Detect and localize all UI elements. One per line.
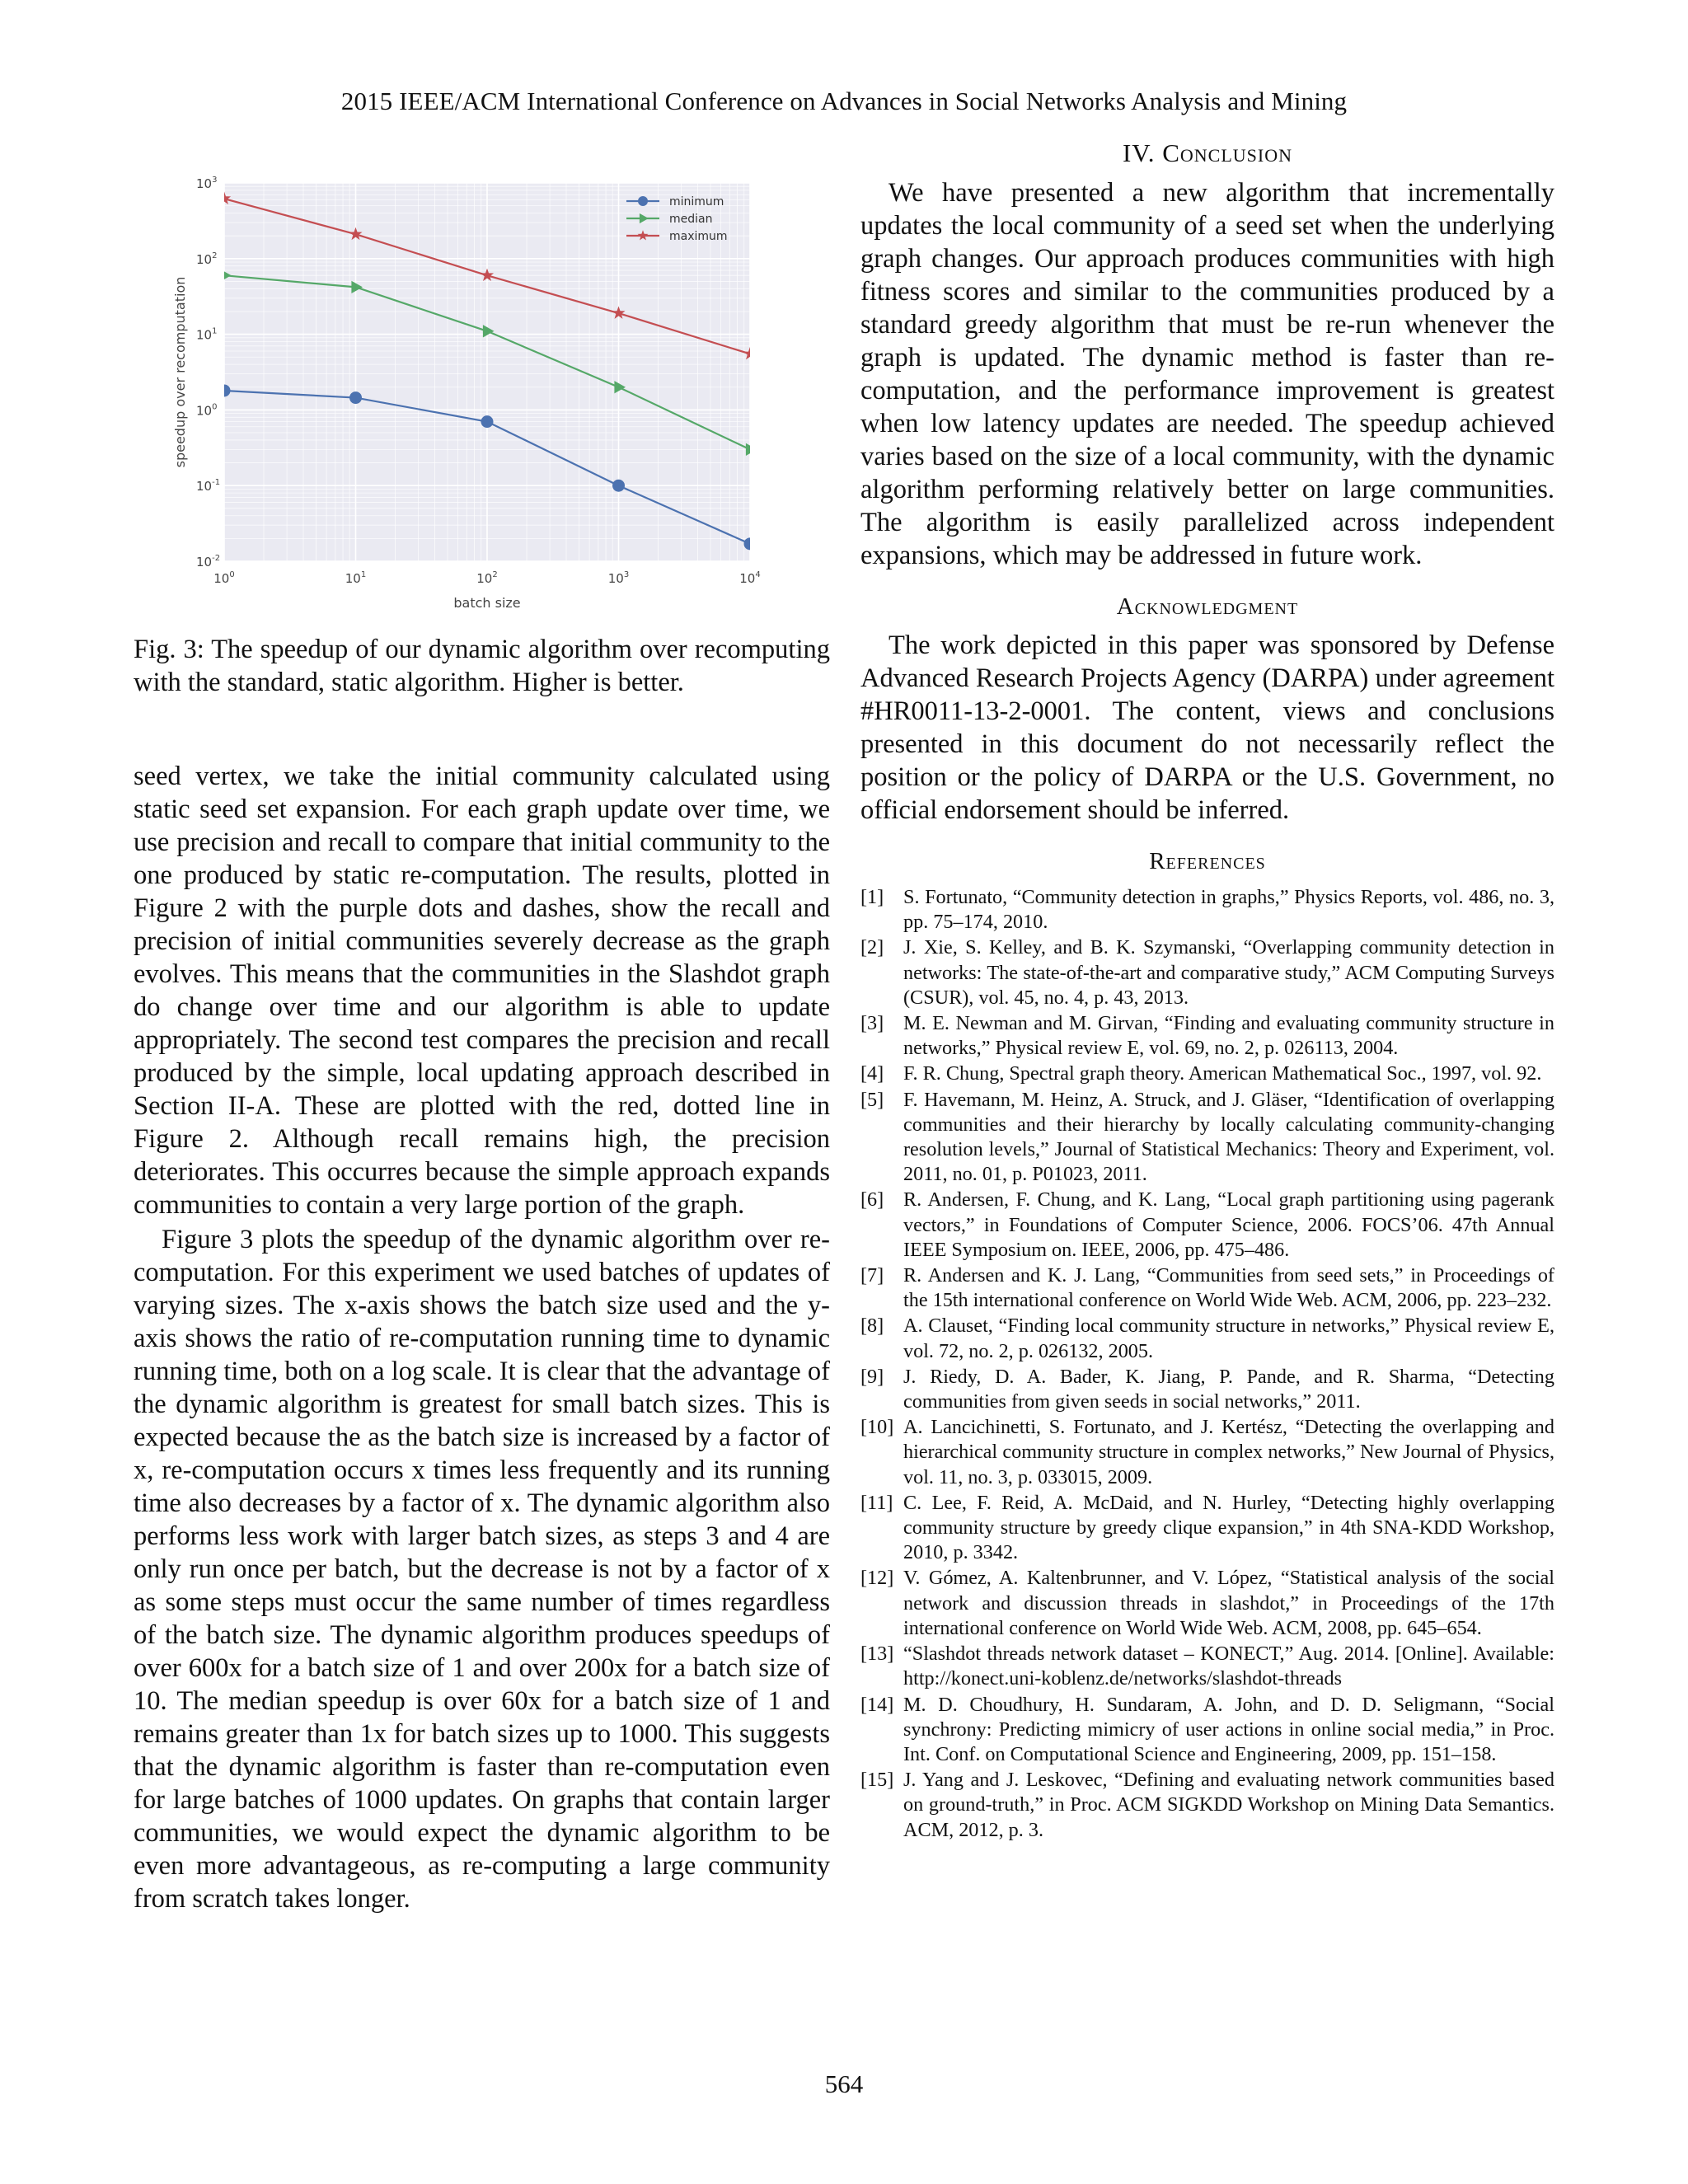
- reference-item: [860, 1693, 1554, 1768]
- body-paragraph-1: seed vertex, we take the initial community calculated using static seed set expansion. For each graph update over time, we use precision and recall to compare that initial community to the one produced by static re-computation. The results, plotted in Figure 2 with the purple dots and dashes, show the recall and precision of initial communities severely decrease as the graph evolves. This means that the communities in the Slashdot graph do change over time and our algorithm is able to update appropriately. The second test compares the precision and recall produced by the simple, local updating approach described in Section II-A. These are plotted with the red, dotted line in Figure 2. Although recall remains high, the precision deteriorates. This occurres because the simple approach expands communities to contain a very large portion of the graph.: [134, 762, 830, 1220]
- x-tick-label: $10^3$: [607, 570, 630, 586]
- reference-text: A. Clauset, “Finding local community structure in networks,” Physical review E, vol. 72, no. 2, p. 026132, 2005.: [903, 1315, 1554, 1362]
- reference-item: [860, 1365, 1554, 1414]
- y-tick-label: $10^{-2}$: [196, 554, 221, 569]
- data-point-minimum: [612, 480, 625, 492]
- reference-item: [860, 935, 1554, 1010]
- y-tick-label: $10^1$: [196, 326, 218, 343]
- reference-text: J. Xie, S. Kelley, and B. K. Szymanski, “Overlapping community detection in networks: The state-of-the-art and comparative study,” ACM Computing Surveys (CSUR), vol. 45, no. 4, p. 43, 2013.: [903, 936, 1554, 1009]
- reference-item: [860, 1011, 1554, 1061]
- x-axis-label: batch size: [453, 595, 521, 611]
- y-tick-label: $10^2$: [196, 251, 218, 267]
- y-tick-label: $10^0$: [196, 402, 218, 419]
- figure-caption: Fig. 3: The speedup of our dynamic algorithm over recomputing with the standard, static algorithm. Higher is better.: [134, 635, 830, 697]
- legend: [626, 195, 728, 243]
- reference-item: [860, 1768, 1554, 1843]
- x-tick-label: $10^0$: [213, 570, 235, 586]
- references-heading: References: [1149, 848, 1266, 874]
- reference-number: [2]: [860, 936, 884, 959]
- reference-text: J. Riedy, D. A. Bader, K. Jiang, P. Pande, and R. Sharma, “Detecting communities from given seeds in social networks,” 2011.: [903, 1365, 1554, 1413]
- reference-item: [860, 1188, 1554, 1263]
- acknowledgment-paragraph: The work depicted in this paper was sponsored by Defense Advanced Research Projects Agency (DARPA) under agreement #HR0011-13-2-0001. The content, views and conclusions presented in this document do not necessarily reflect the position or the policy of DARPA or the U.S. Government, no official endorsement should be inferred.: [860, 630, 1554, 825]
- reference-text: S. Fortunato, “Community detection in graphs,” Physics Reports, vol. 486, no. 3, pp. 75–174, 2010.: [903, 886, 1554, 934]
- reference-number: [7]: [860, 1264, 884, 1287]
- reference-text: F. R. Chung, Spectral graph theory. American Mathematical Soc., 1997, vol. 92.: [903, 1062, 1542, 1085]
- reference-text: F. Havemann, M. Heinz, A. Struck, and J. Gläser, “Identification of overlapping communities and their hierarchy by locally calculating community-changing resolution levels,” Journal of Statistical Mechanics: Theory and Experiment, vol. 2011, no. 01, p. P01023, 2011.: [903, 1088, 1554, 1186]
- reference-number: [13]: [860, 1643, 894, 1666]
- reference-number: [10]: [860, 1416, 894, 1439]
- data-point-minimum: [218, 384, 231, 396]
- reference-number: [6]: [860, 1188, 884, 1212]
- reference-text: C. Lee, F. Reid, A. McDaid, and N. Hurley, “Detecting highly overlapping community structure by greedy clique expansion,” in 4th SNA-KDD Workshop, 2010, p. 3342.: [903, 1491, 1554, 1564]
- data-point-minimum: [744, 537, 757, 550]
- reference-item: [860, 1566, 1554, 1641]
- references-list: [860, 885, 1554, 1843]
- reference-text: R. Andersen, F. Chung, and K. Lang, “Local graph partitioning using pagerank vectors,” in Foundations of Computer Science, 2006. FOCS’06. 47th Annual IEEE Symposium on. IEEE, 2006, pp. 475–486.: [903, 1188, 1554, 1261]
- reference-item: [860, 885, 1554, 935]
- reference-number: [3]: [860, 1012, 884, 1035]
- figure-caption-block: [134, 633, 830, 699]
- reference-number: [11]: [860, 1491, 893, 1514]
- speedup-chart-svg: [152, 165, 778, 618]
- reference-item: [860, 1415, 1554, 1490]
- reference-item: [860, 1062, 1554, 1086]
- reference-item: [860, 1642, 1554, 1691]
- reference-text: “Slashdot threads network dataset – KONECT,” Aug. 2014. [Online]. Available: http://konect.uni-koblenz.de/networks/slashdot-threads: [903, 1643, 1554, 1690]
- conference-header: 2015 IEEE/ACM International Conference on Advances in Social Networks Analysis and Mining: [340, 87, 1348, 115]
- reference-number: [5]: [860, 1088, 884, 1111]
- page-number: 564: [824, 2069, 864, 2098]
- data-point-median: [746, 443, 757, 456]
- reference-number: [1]: [860, 886, 884, 908]
- reference-text: J. Yang and J. Leskovec, “Defining and evaluating network communities based on ground-truth,” in Proc. ACM SIGKDD Workshop on Mining Data Semantics. ACM, 2012, p. 3.: [903, 1769, 1554, 1841]
- acknowledgment-heading: Acknowledgment: [1116, 593, 1299, 620]
- legend-label-median: median: [669, 213, 713, 226]
- x-tick-label: $10^1$: [345, 570, 367, 586]
- conclusion-paragraph: We have presented a new algorithm that incrementally updates the local community of a seed set when the underlying graph changes. Our approach produces communities with high fitness scores and similar to the communities produced by a standard greedy algorithm that must be re-run whenever the graph is updated. The dynamic method is faster than re-computation, and the performance improvement is greatest when low latency updates are needed. The speedup achieved varies based on the size of a local community, with the dynamic algorithm performing relatively better on large communities. The algorithm is easily parallelized across independent expansions, which may be addressed in future work.: [860, 178, 1554, 570]
- conclusion-heading: IV. Conclusion: [1122, 138, 1292, 167]
- reference-item: [860, 1314, 1554, 1363]
- y-tick-label: $10^3$: [196, 176, 218, 191]
- reference-number: [12]: [860, 1567, 894, 1590]
- reference-text: R. Andersen and K. J. Lang, “Communities from seed sets,” in Proceedings of the 15th international conference on World Wide Web. ACM, 2006, pp. 223–232.: [903, 1264, 1554, 1312]
- data-point-minimum: [481, 415, 494, 428]
- reference-text: M. D. Choudhury, H. Sundaram, A. John, and D. D. Seligmann, “Social synchrony: Predicting mimicry of user actions in online social media,” in Proc. Int. Conf. on Computational Science and Engineering, 2009, pp. 151–158.: [903, 1693, 1554, 1765]
- x-tick-label: $10^4$: [739, 570, 761, 586]
- reference-item: [860, 1491, 1554, 1566]
- reference-text: M. E. Newman and M. Girvan, “Finding and evaluating community structure in networks,” Physical review E, vol. 69, no. 2, p. 026113, 2004.: [903, 1012, 1554, 1060]
- reference-number: [9]: [860, 1365, 884, 1388]
- reference-text: A. Lancichinetti, S. Fortunato, and J. Kertész, “Detecting the overlapping and hierarchical community structure in complex networks,” New Journal of Physics, vol. 11, no. 3, p. 033015, 2009.: [903, 1416, 1554, 1488]
- y-tick-label: $10^{-1}$: [196, 478, 221, 494]
- legend-label-minimum: minimum: [669, 195, 724, 209]
- data-point-minimum: [349, 391, 362, 404]
- reference-item: [860, 1263, 1554, 1313]
- body-paragraph-2: Figure 3 plots the speedup of the dynamic algorithm over re-computation. For this experiment we used batches of updates of varying sizes. The x-axis shows the batch size used and the y-axis shows the ratio of re-computation running time to dynamic running time, both on a log scale. It is clear that the advantage of the dynamic algorithm is greatest for small batch sizes. This is expected because the as the batch size is increased by a factor of x, re-computation occurs x times less frequently and its running time also decreases by a factor of x. The dynamic algorithm also performs less work with larger batch sizes, as steps 3 and 4 are only run once per batch, but the decrease is not by a factor of x as some steps must occur the same number of times regardless of the batch size. The dynamic algorithm produces speedups of over 600x for a batch size of 1 and over 200x for a batch size of 10. The median speedup is over 60x for a batch size of 1 and remains greater than 1x for batch sizes up to 1000. This suggests that the dynamic algorithm is faster than re-computation even for large batches of 1000 updates. On graphs that contain larger communities, we would expect the dynamic algorithm to be even more advantageous, as re-computing a large community from scratch takes longer.: [134, 1225, 830, 1914]
- reference-item: [860, 1088, 1554, 1188]
- legend-label-maximum: maximum: [669, 230, 728, 243]
- legend-marker-minimum: [638, 196, 648, 206]
- reference-number: [8]: [860, 1315, 884, 1338]
- x-tick-label: $10^2$: [476, 570, 498, 586]
- reference-number: [14]: [860, 1693, 894, 1716]
- reference-text: V. Gómez, A. Kaltenbrunner, and V. López, “Statistical analysis of the social network and discussion threads in slashdot,” in Proceedings of the 17th international conference on World Wide Web. ACM, 2008, pp. 645–654.: [903, 1567, 1554, 1639]
- left-body: [134, 760, 830, 1915]
- right-column: [860, 138, 1554, 1844]
- reference-number: [15]: [860, 1769, 894, 1792]
- figure-3-chart: [152, 165, 778, 618]
- reference-number: [4]: [860, 1062, 884, 1085]
- y-axis-label: speedup over recomputation: [172, 276, 188, 468]
